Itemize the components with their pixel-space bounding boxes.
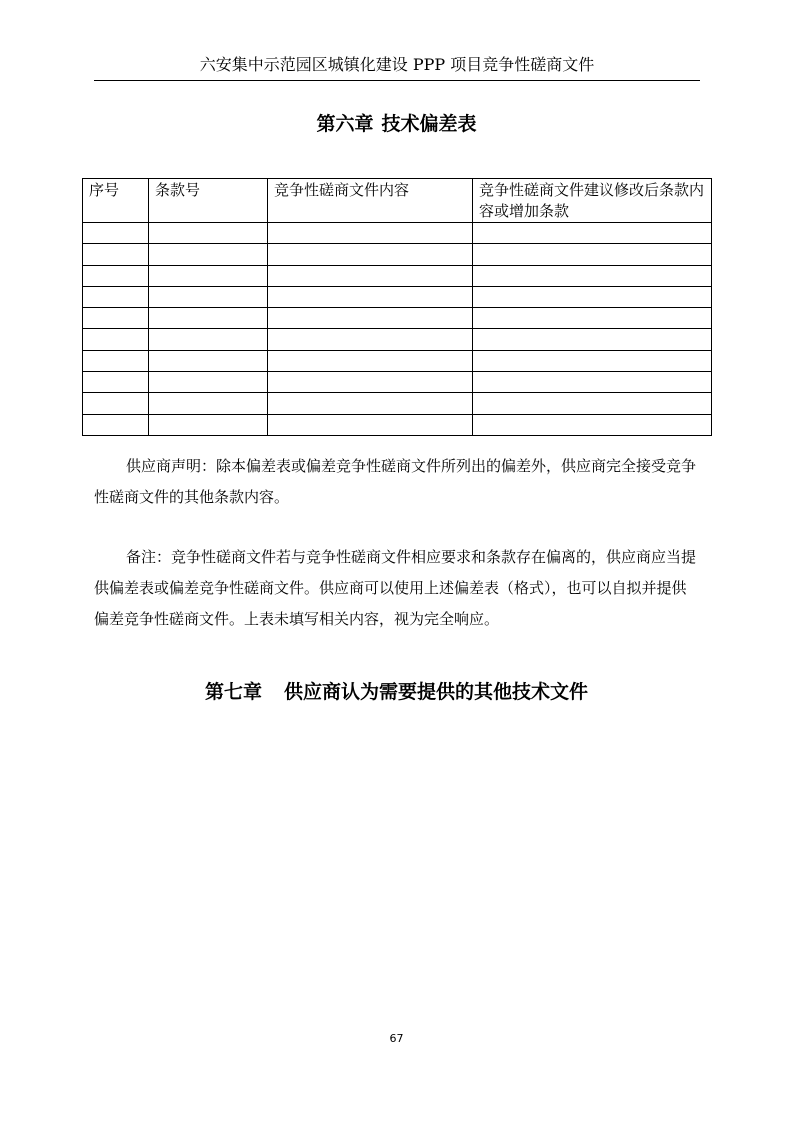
table-row (83, 350, 712, 371)
supplier-statement (94, 451, 698, 513)
table-row (83, 265, 712, 286)
table-cell (149, 393, 268, 414)
table-cell (473, 414, 712, 435)
table-cell (268, 329, 473, 350)
chapter-6-label: 第六章 (316, 113, 374, 135)
table-cell (149, 223, 268, 244)
table-row (83, 329, 712, 350)
table-cell (268, 414, 473, 435)
table-cell (83, 372, 149, 393)
running-header: 六安集中示范园区城镇化建设 PPP 项目竞争性磋商文件 (199, 55, 595, 74)
table-cell (268, 393, 473, 414)
table-row (83, 286, 712, 307)
table-row (83, 244, 712, 265)
table-cell (83, 223, 149, 244)
table-cell (473, 329, 712, 350)
table-cell (268, 286, 473, 307)
table-cell (268, 308, 473, 329)
header-clause-no: 条款号 (149, 179, 268, 223)
chapter-7-title (0, 680, 793, 704)
table-cell (268, 265, 473, 286)
table-row (83, 393, 712, 414)
supplier-statement-text: 供应商声明：除本偏差表或偏差竞争性磋商文件所列出的偏差外，供应商完全接受竞争性磋商文件的其他条款内容。 (94, 457, 697, 506)
table-cell (149, 244, 268, 265)
table-cell (83, 329, 149, 350)
table-cell (149, 265, 268, 286)
table-row (83, 414, 712, 435)
table-cell (149, 372, 268, 393)
table-row (83, 308, 712, 329)
remarks-note (94, 542, 698, 635)
table-cell (473, 350, 712, 371)
table-cell (473, 308, 712, 329)
chapter-7-label: 第七章 (204, 681, 262, 703)
table-cell (268, 372, 473, 393)
table-cell (473, 265, 712, 286)
table-header-row (83, 179, 712, 223)
table-cell (83, 265, 149, 286)
table-cell (473, 372, 712, 393)
table-cell (268, 244, 473, 265)
table-cell (473, 244, 712, 265)
table-cell (83, 414, 149, 435)
header-document-content: 竞争性磋商文件内容 (268, 179, 473, 223)
deviation-table (82, 178, 712, 436)
table-cell (473, 286, 712, 307)
table-cell (83, 308, 149, 329)
table-cell (83, 393, 149, 414)
table-cell (149, 286, 268, 307)
header-divider (94, 80, 700, 81)
remarks-note-text: 备注：竞争性磋商文件若与竞争性磋商文件相应要求和条款存在偏离的，供应商应当提供偏差表或偏差竞争性磋商文件。供应商可以使用上述偏差表（格式），也可以自拟并提供偏差竞争性磋商文件。上表未填写相关内容，视为完全响应。 (94, 548, 697, 628)
table-cell (83, 350, 149, 371)
header-serial-no: 序号 (83, 179, 149, 223)
table-cell (149, 414, 268, 435)
page-number: 67 (389, 1032, 404, 1045)
table-cell (149, 329, 268, 350)
table-cell (83, 244, 149, 265)
table-cell (268, 223, 473, 244)
table-row (83, 372, 712, 393)
chapter-6-name: 技术偏差表 (381, 113, 477, 135)
table-cell (473, 393, 712, 414)
table-cell (83, 286, 149, 307)
table-cell (473, 223, 712, 244)
table-cell (149, 308, 268, 329)
header-suggested-revision: 竞争性磋商文件建议修改后条款内容或增加条款 (473, 179, 712, 223)
chapter-6-title (0, 112, 793, 136)
table-cell (149, 350, 268, 371)
table-cell (268, 350, 473, 371)
table-row (83, 223, 712, 244)
chapter-7-name: 供应商认为需要提供的其他技术文件 (284, 681, 589, 703)
